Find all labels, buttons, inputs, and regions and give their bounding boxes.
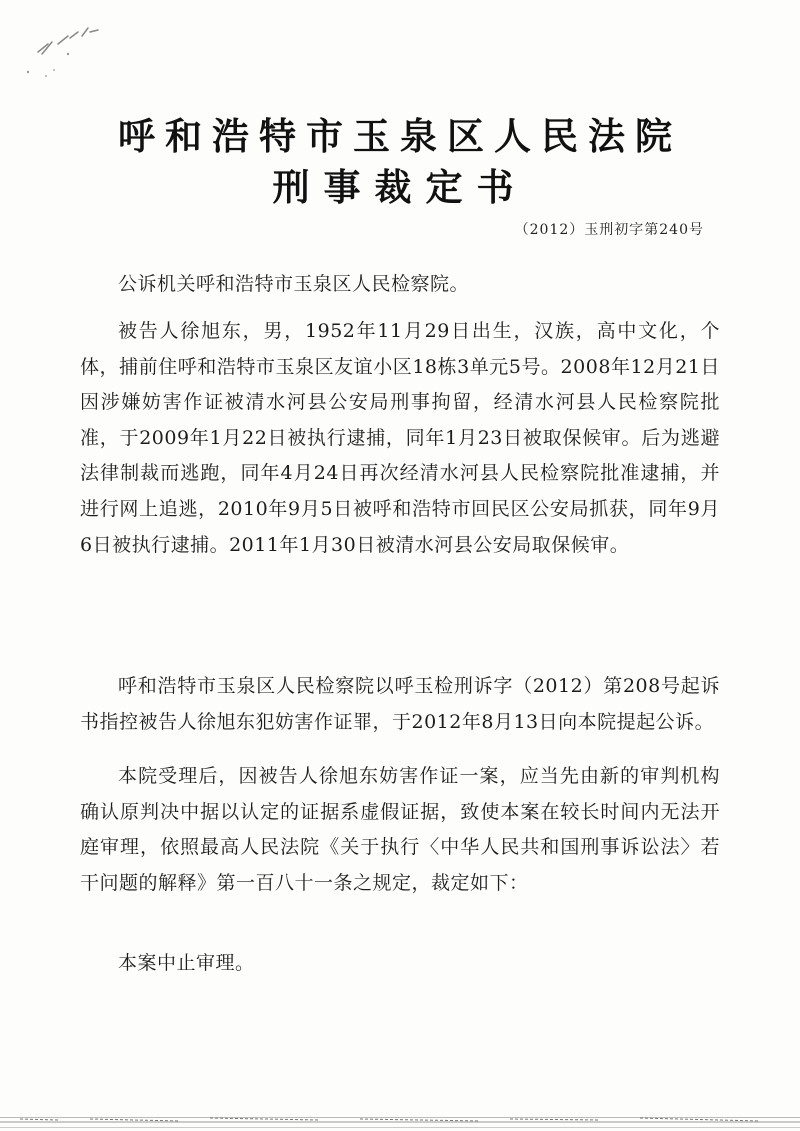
paragraph-text: 公诉机关呼和浩特市玉泉区人民检察院。 bbox=[118, 273, 470, 295]
paragraph-text: 被告人徐旭东，男，1952年11月29日出生，汉族，高中文化，个体，捕前住呼和浩特市玉泉区友谊小区18栋3单元5号。2008年12月21日因涉嫌妨害作证被清水河县公安局刑事拘留，经清水河县人民检察院批准，于2009年1月22日被执行逮捕，同年1月23日被取保候审。后为逃避法律制裁而逃跑，同年4月24日再次经清水河县人民检察院批准逮捕，并进行网上追逃，2010年9月5日被呼和浩特市回民区公安局抓获，同年9月6日被执行逮捕。2011年1月30日被清水河县公安局取保候审。 bbox=[80, 320, 720, 556]
defendant-paragraph bbox=[80, 314, 720, 563]
document-type-title: 刑事裁定书 bbox=[272, 165, 528, 209]
ruling-basis-paragraph bbox=[80, 759, 720, 901]
paragraph-text: 本院受理后，因被告人徐旭东妨害作证一案，应当先由新的审判机构确认原判决中据以认定的证据系虚假证据，致使本案在较长时间内无法开庭审理，依照最高人民法院《关于执行〈中华人民共和国刑事诉讼法〉若干问题的解释》第一百八十一条之规定，裁定如下： bbox=[80, 765, 720, 894]
scan-noise-mark bbox=[8, 14, 118, 84]
case-number: （2012）玉刑初字第240号 bbox=[514, 222, 704, 238]
paragraph-text: 本案中止审理。 bbox=[118, 952, 255, 974]
court-name-title: 呼和浩特市玉泉区人民法院 bbox=[118, 114, 682, 158]
ruling-paragraph bbox=[80, 946, 720, 982]
paragraph-text: 呼和浩特市玉泉区人民检察院以呼玉检刑诉字（2012）第208号起诉书指控被告人徐旭东犯妨害作证罪，于2012年8月13日向本院提起公诉。 bbox=[80, 675, 720, 733]
scan-edge-noise bbox=[0, 1107, 800, 1131]
indictment-paragraph bbox=[80, 669, 720, 740]
prosecutor-paragraph bbox=[80, 267, 720, 303]
